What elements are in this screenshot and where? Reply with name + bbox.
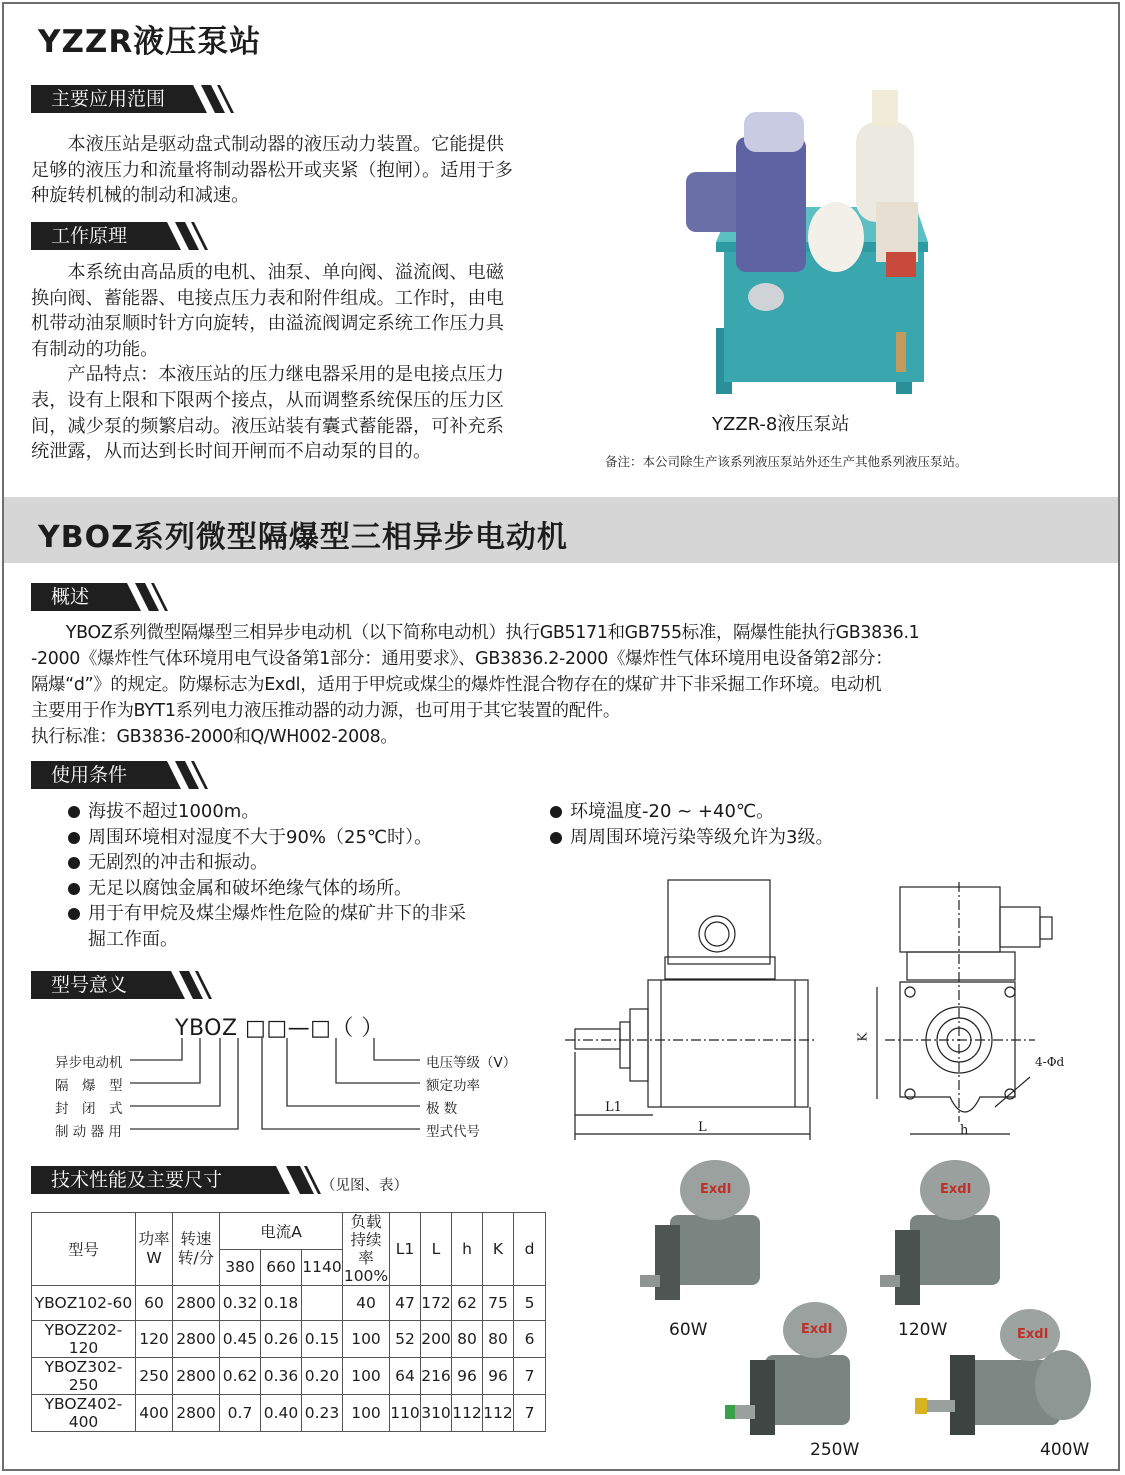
pump-station-photo	[676, 82, 946, 402]
model-right-labels: 电压等级（V） 额定功率 极 数 型式代号	[426, 1055, 517, 1140]
stripe-decoration-icon	[115, 583, 195, 611]
table-row: YBOZ402-400 400 2800 0.7 0.40 0.23 100 110 310 112 112 7	[32, 1395, 546, 1432]
dim-label-holes: 4-Φd	[1035, 1055, 1065, 1069]
col-header-duty: 负载 持续率 100%	[343, 1213, 389, 1285]
section-header-model-meaning	[31, 971, 231, 999]
photo-caption-120w: 120W	[898, 1320, 948, 1340]
dim-label-L: L	[698, 1120, 707, 1135]
photo-caption-400w: 400W	[1040, 1440, 1090, 1460]
front-view-drawing	[855, 872, 1080, 1144]
col-header-h: h	[452, 1213, 483, 1286]
side-view-drawing	[565, 872, 825, 1144]
col-header-L: L	[421, 1213, 452, 1286]
motor-photo-120w	[880, 1155, 1010, 1315]
col-header-power: 功率 W	[136, 1213, 173, 1286]
col-header-K: K	[483, 1213, 514, 1286]
dim-label-K: K	[855, 1032, 870, 1042]
section-header-overview	[31, 583, 231, 611]
photo-caption-60w: 60W	[669, 1320, 708, 1340]
stripe-decoration-icon	[155, 761, 235, 789]
table-row: YBOZ102-60 60 2800 0.32 0.18 40 47 172 62 75 5	[32, 1286, 546, 1321]
section-header-conditions	[31, 761, 231, 789]
list-item: 用于有甲烷及煤尘爆炸性危险的煤矿井下的非采掘工作面。	[66, 901, 468, 952]
section-label: 主要应用范围	[31, 85, 193, 113]
list-item: 环境温度-20 ~ +40℃。	[548, 799, 948, 825]
motor-photo-250w	[725, 1300, 860, 1450]
dim-label-h: h	[960, 1123, 969, 1138]
photo-caption-250w: 250W	[810, 1440, 860, 1460]
section-header-principle	[31, 222, 231, 250]
stripe-decoration-icon	[155, 222, 235, 250]
spec-suffix: （见图、表）	[321, 1178, 408, 1194]
list-item: 海拔不超过1000m。	[66, 799, 486, 825]
application-text: 本液压站是驱动盘式制动器的液压动力装置。它能提供足够的液压力和流量将制动器松开或夹紧（抱闸）。适用于多种旋转机械的制动和减速。	[31, 134, 513, 207]
section-header-spec	[31, 1166, 408, 1194]
table-row: YBOZ302-250 250 2800 0.62 0.36 0.20 100 64 216 96 96 7	[32, 1358, 546, 1395]
conditions-list-left	[66, 799, 486, 952]
col-header-model: 型号	[32, 1213, 136, 1286]
overview-text: YBOZ系列微型隔爆型三相异步电动机（以下简称电动机）执行GB5171和GB755标准，隔爆性能执行GB3836.1 -2000《爆炸性气体环境用电气设备第1部分：通用要求》、GB3836.2-2000《爆炸性气体环境用电设备第2部分： 隔爆“d”》的规定。防爆标志为Exdl，适用于甲烷或煤尘的爆炸性混合物存在的煤矿井下非采掘工作环境。电动机 主要用于作为BYT1系列电力液压推动器的动力源，也可用于其它装置的配件。 执行标准：GB3836-2000和Q/WH002-2008。	[31, 623, 920, 747]
list-item: 无足以腐蚀金属和破坏绝缘气体的场所。	[66, 876, 486, 902]
yboz-title: YBOZ系列微型隔爆型三相异步电动机	[38, 520, 568, 555]
col-header-660: 660	[261, 1249, 302, 1286]
list-item: 无剧烈的冲击和振动。	[66, 850, 486, 876]
section-label: 使用条件	[31, 761, 167, 789]
svg-text:ExdI: ExdI	[1017, 1327, 1049, 1342]
section-label: 工作原理	[31, 222, 167, 250]
col-header-1140: 1140	[302, 1249, 343, 1286]
section-label: 技术性能及主要尺寸	[31, 1166, 276, 1194]
col-header-speed: 转速 转/分	[173, 1213, 220, 1286]
svg-text:ExdI: ExdI	[801, 1322, 833, 1337]
stripe-decoration-icon	[159, 971, 239, 999]
col-header-L1: L1	[390, 1213, 421, 1286]
yzzr-title: YZZR液压泵站	[38, 24, 262, 60]
col-header-current: 电流A	[220, 1213, 343, 1250]
spec-table	[31, 1212, 546, 1432]
motor-photo-60w	[640, 1155, 770, 1315]
col-header-d: d	[514, 1213, 546, 1286]
svg-text:ExdI: ExdI	[940, 1182, 972, 1197]
stripe-decoration-icon	[181, 85, 261, 113]
svg-text:ExdI: ExdI	[700, 1182, 732, 1197]
table-row: YBOZ202-120 120 2800 0.45 0.26 0.15 100 52 200 80 80 6	[32, 1321, 546, 1358]
section-label: 概述	[31, 583, 121, 611]
dim-label-L1: L1	[605, 1100, 622, 1115]
list-item: 周围环境相对湿度不大于90%（25℃时）。	[66, 825, 486, 851]
pump-photo-caption: YZZR-8液压泵站	[712, 414, 850, 435]
list-item: 周周围环境污染等级允许为3级。	[548, 825, 948, 851]
remark-note: 备注：本公司除生产该系列液压泵站外还生产其他系列液压泵站。	[605, 454, 968, 469]
section-header-application	[31, 85, 231, 113]
model-code: YBOZ □□—□（ ）	[175, 1016, 384, 1041]
conditions-list-right	[548, 799, 948, 850]
col-header-380: 380	[220, 1249, 261, 1286]
section-label: 型号意义	[31, 971, 171, 999]
model-left-labels: 异步电动机 隔 爆 型 封 闭 式 制 动 器 用	[55, 1055, 123, 1140]
principle-text: 本系统由高品质的电机、油泵、单向阀、溢流阀、电磁换向阀、蓄能器、电接点压力表和附件组成。工作时，由电机带动油泵顺时针方向旋转，由溢流阀调定系统工作压力具有制动的功能。 产品特点：本液压站的压力继电器采用的是电接点压力表，设有上限和下限两个接点，从而调整系统保压的压力区间，减少泵的频繁启动。液压站装有囊式蓄能器，可补充系统泄露，从而达到长时间开闸而不启动泵的目的。	[31, 262, 504, 463]
